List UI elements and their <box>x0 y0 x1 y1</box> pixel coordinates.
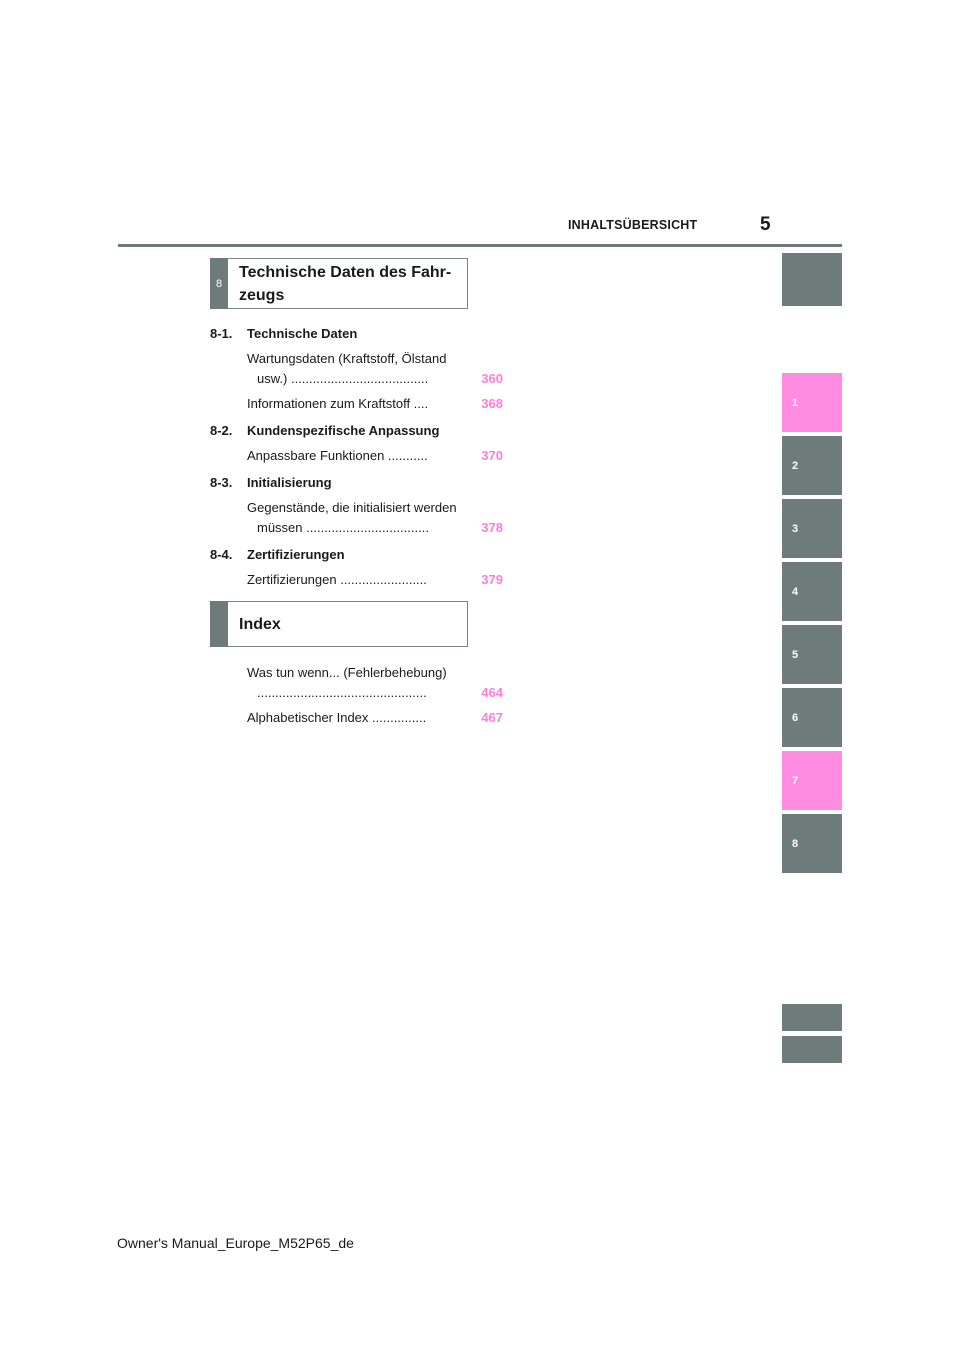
toc-chapter[interactable] <box>210 545 503 565</box>
sidebar-tab-5[interactable] <box>782 625 842 684</box>
toc-chapter[interactable] <box>210 324 503 344</box>
sidebar-tab-label: 7 <box>792 774 799 787</box>
toc-entry[interactable] <box>247 708 503 728</box>
sidebar-tab-label: 5 <box>792 648 799 661</box>
sidebar-tab-label: 6 <box>792 711 799 724</box>
entry-title: Informationen zum Kraftstoff .... <box>247 396 429 411</box>
section-header-index <box>210 601 468 647</box>
section-heading-line2: zeugs <box>239 287 285 304</box>
entry-title: Was tun wenn... (Fehlerbehebung) <box>247 665 447 680</box>
toc-entry[interactable] <box>247 446 503 466</box>
chapter-number: 8-1. <box>210 326 233 341</box>
chapter-number: 8-2. <box>210 423 233 438</box>
entry-leader: müssen .................................. <box>257 520 429 535</box>
entry-title: Wartungsdaten (Kraftstoff, Ölstand <box>247 351 447 366</box>
entry-title: Zertifizierungen ........................ <box>247 572 427 587</box>
section-heading-line1: Technische Daten des Fahr- <box>239 264 452 281</box>
toc-entry[interactable] <box>247 349 503 389</box>
sidebar-tab-label: 8 <box>792 837 799 850</box>
toc-entry[interactable] <box>247 498 503 538</box>
entry-title: Anpassbare Funktionen ........... <box>247 448 428 463</box>
toc-entry[interactable] <box>247 663 503 703</box>
sidebar-tab-7[interactable] <box>782 751 842 810</box>
sidebar-tab-index-a[interactable] <box>782 1004 842 1031</box>
chapter-title: Zertifizierungen <box>247 547 345 562</box>
section-header-technical-data <box>210 258 468 309</box>
sidebar-tab-1[interactable] <box>782 373 842 432</box>
chapter-title: Technische Daten <box>247 326 358 341</box>
page-link[interactable]: 379 <box>481 572 503 587</box>
sidebar-tab-label: 3 <box>792 522 799 535</box>
sidebar-tab-label: 1 <box>792 396 799 409</box>
sidebar-tab-contents[interactable] <box>782 253 842 306</box>
section-tab <box>210 601 228 647</box>
toc-chapter[interactable] <box>210 473 503 493</box>
footer-doc-id: Owner's Manual_Europe_M52P65_de <box>117 1235 354 1251</box>
page-link[interactable]: 378 <box>481 520 503 535</box>
running-header: INHALTSÜBERSICHT <box>568 218 698 232</box>
page-number: 5 <box>760 214 771 235</box>
section-number-tab: 8 <box>210 258 228 309</box>
chapter-title: Kundenspezifische Anpassung <box>247 423 440 438</box>
index-list <box>210 663 503 728</box>
sidebar-tab-3[interactable] <box>782 499 842 558</box>
page-link[interactable]: 370 <box>481 448 503 463</box>
section-heading: Index <box>239 616 281 633</box>
toc-list <box>210 324 503 590</box>
toc-entry[interactable] <box>247 570 503 590</box>
entry-leader: ............................................... <box>257 685 427 700</box>
chapter-title: Initialisierung <box>247 475 332 490</box>
header-rule <box>118 244 842 247</box>
chapter-number: 8-3. <box>210 475 233 490</box>
sidebar-tab-6[interactable] <box>782 688 842 747</box>
sidebar-tab-2[interactable] <box>782 436 842 495</box>
sidebar-tab-4[interactable] <box>782 562 842 621</box>
page-link[interactable]: 464 <box>481 685 503 700</box>
entry-title: Alphabetischer Index ............... <box>247 710 427 725</box>
section-heading <box>239 261 451 307</box>
page-link[interactable]: 360 <box>481 371 503 386</box>
sidebar-tab-label: 4 <box>792 585 799 598</box>
entry-title: Gegenstände, die initialisiert werden <box>247 500 457 515</box>
entry-leader: usw.) ...................................... <box>257 371 429 386</box>
page-link[interactable]: 368 <box>481 396 503 411</box>
toc-chapter[interactable] <box>210 421 503 441</box>
sidebar-tab-label: 2 <box>792 459 799 472</box>
chapter-number: 8-4. <box>210 547 233 562</box>
sidebar-tab-8[interactable] <box>782 814 842 873</box>
page-link[interactable]: 467 <box>481 710 503 725</box>
toc-entry[interactable] <box>247 394 503 414</box>
sidebar-tab-index-b[interactable] <box>782 1036 842 1063</box>
